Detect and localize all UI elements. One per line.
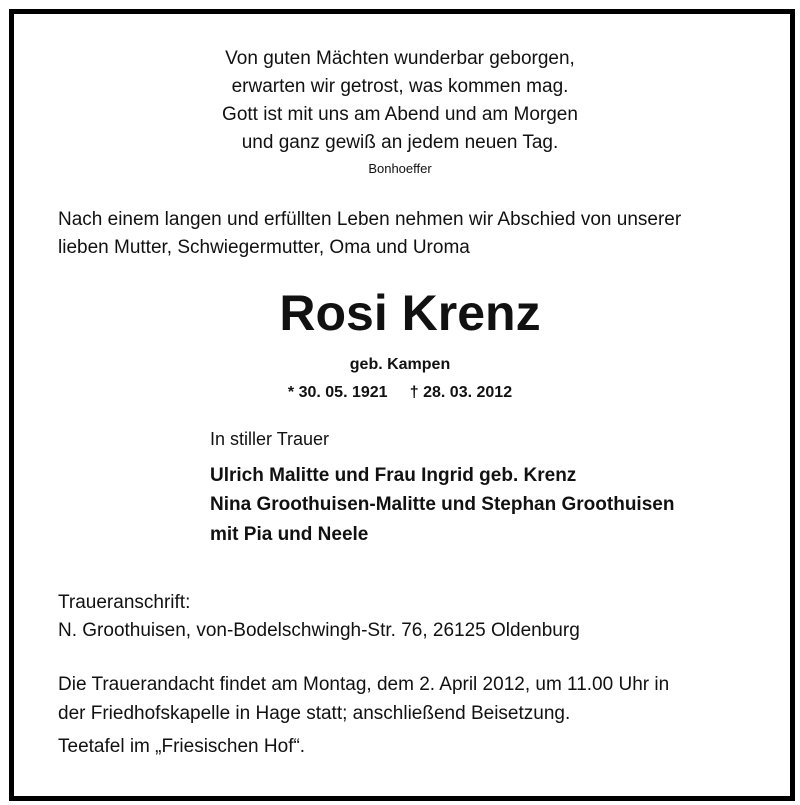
mourner-line-2: Nina Groothuisen-Malitte und Stephan Groothuisen: [210, 494, 675, 515]
poem-author: Bonhoeffer: [368, 161, 432, 176]
tea-line: Teetafel im „Friesischen Hof“.: [58, 736, 306, 757]
intro-line-1: Nach einem langen und erfüllten Leben nehmen wir Abschied von unserer: [58, 209, 682, 230]
poem-line-1: Von guten Mächten wunderbar geborgen,: [225, 48, 575, 69]
life-dates: * 30. 05. 1921 † 28. 03. 2012: [287, 384, 513, 401]
address-label: Traueranschrift:: [58, 592, 191, 613]
intro-line-2: lieben Mutter, Schwiegermutter, Oma und Uroma: [58, 237, 470, 258]
service-line-1: Die Trauerandacht findet am Montag, dem 2. April 2012, um 11.00 Uhr in: [58, 674, 670, 695]
service-line-2: der Friedhofskapelle in Hage statt; anschließend Beisetzung.: [58, 703, 571, 724]
address-value: N. Groothuisen, von-Bodelschwingh-Str. 76, 26125 Oldenburg: [58, 620, 580, 641]
deceased-name: Rosi Krenz: [279, 285, 541, 341]
poem-line-3: Gott ist mit uns am Abend und am Morgen: [222, 104, 578, 125]
poem-line-4: und ganz gewiß an jedem neuen Tag.: [241, 132, 559, 153]
mourners-label: In stiller Trauer: [210, 429, 330, 449]
poem-line-2: erwarten wir getrost, was kommen mag.: [231, 76, 569, 97]
mourner-line-1: Ulrich Malitte und Frau Ingrid geb. Krenz: [210, 465, 577, 486]
maiden-name: geb. Kampen: [349, 356, 451, 373]
mourner-line-3: mit Pia und Neele: [210, 524, 369, 545]
